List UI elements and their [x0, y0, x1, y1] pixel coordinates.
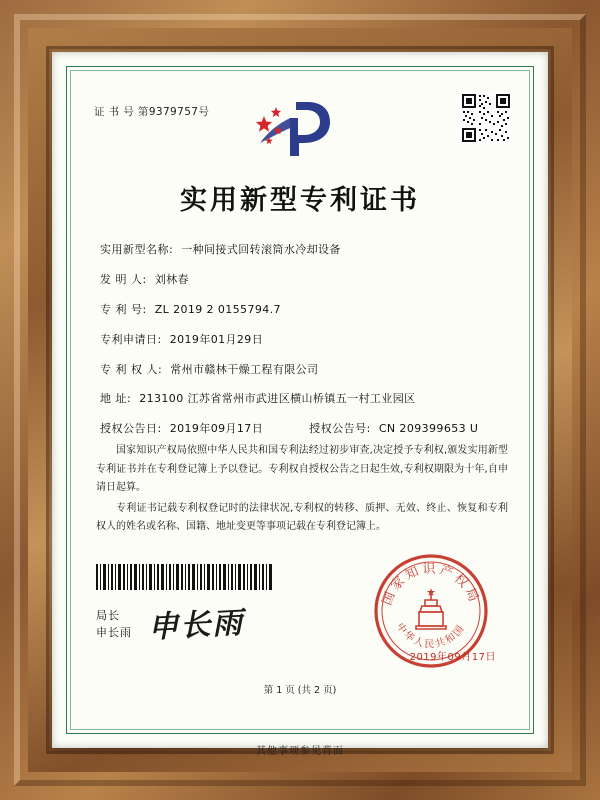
- barcode: [96, 564, 274, 590]
- paragraph-1: 国家知识产权局依照中华人民共和国专利法经过初步审查,决定授予专利权,颁发实用新型专利证书并在专利登记簿上予以登记。专利权自授权公告之日起生效,专利权期限为十年,自申请日起算。: [96, 445, 508, 493]
- field-list: [100, 242, 508, 451]
- field-value: 2019年01月29日: [169, 332, 264, 346]
- field-row: [100, 242, 508, 257]
- seal-date: 2019年09月17日: [409, 652, 496, 663]
- handwritten-signature: 申长雨: [147, 605, 246, 646]
- director-name: 申长雨: [96, 625, 132, 639]
- legal-paragraphs: [96, 442, 508, 539]
- field-label: 专 利 权 人:: [100, 362, 163, 376]
- field-label: 专 利 号:: [100, 302, 147, 316]
- footer-note: 其他事项参见背面: [256, 746, 344, 757]
- field-row: [100, 272, 508, 287]
- grant-row: [100, 421, 508, 436]
- field-value: 213100 江苏省常州市武进区横山桥镇五一村工业园区: [139, 392, 416, 406]
- field-label: 实用新型名称:: [100, 243, 174, 256]
- svg-text:中华人民共和国: 中华人民共和国: [393, 621, 468, 651]
- field-label: 地 址:: [100, 392, 132, 406]
- grant-date-label: 授权公告日:: [100, 422, 162, 436]
- certificate-number: 证 书 号 第9379757号: [94, 106, 210, 118]
- field-row: [100, 391, 508, 406]
- page-number: 第 1 页 (共 2 页): [263, 685, 337, 696]
- field-value: 刘林春: [154, 272, 189, 286]
- field-value: ZL 2019 2 0155794.7: [154, 302, 281, 316]
- paragraph-2: 专利证书记载专利权登记时的法律状况,专利权的转移、质押、无效、终止、恢复和专利权人的姓名或名称、国籍、地址变更等事项记载在专利登记簿上。: [96, 502, 508, 532]
- field-value: 常州市赣林干燥工程有限公司: [170, 362, 319, 376]
- field-row: [100, 332, 508, 347]
- grant-date-value: 2019年09月17日: [169, 422, 264, 436]
- svg-text:国家知识产权局: 国家知识产权局: [379, 561, 482, 608]
- field-label: 专利申请日:: [100, 332, 162, 346]
- patent-office-emblem-icon: [52, 94, 548, 164]
- certificate-paper: [52, 52, 548, 748]
- page-title: 实用新型专利证书: [180, 185, 420, 216]
- field-label: 发 明 人:: [100, 272, 147, 286]
- grant-number-value: CN 209399653 U: [378, 422, 479, 436]
- grant-number-label: 授权公告号:: [309, 422, 371, 436]
- signature-labels: [96, 608, 132, 641]
- field-row: [100, 362, 508, 377]
- field-row: [100, 302, 508, 317]
- director-label: 局长: [96, 609, 120, 622]
- field-value: 一种间接式回转滚筒水冷却设备: [181, 243, 341, 256]
